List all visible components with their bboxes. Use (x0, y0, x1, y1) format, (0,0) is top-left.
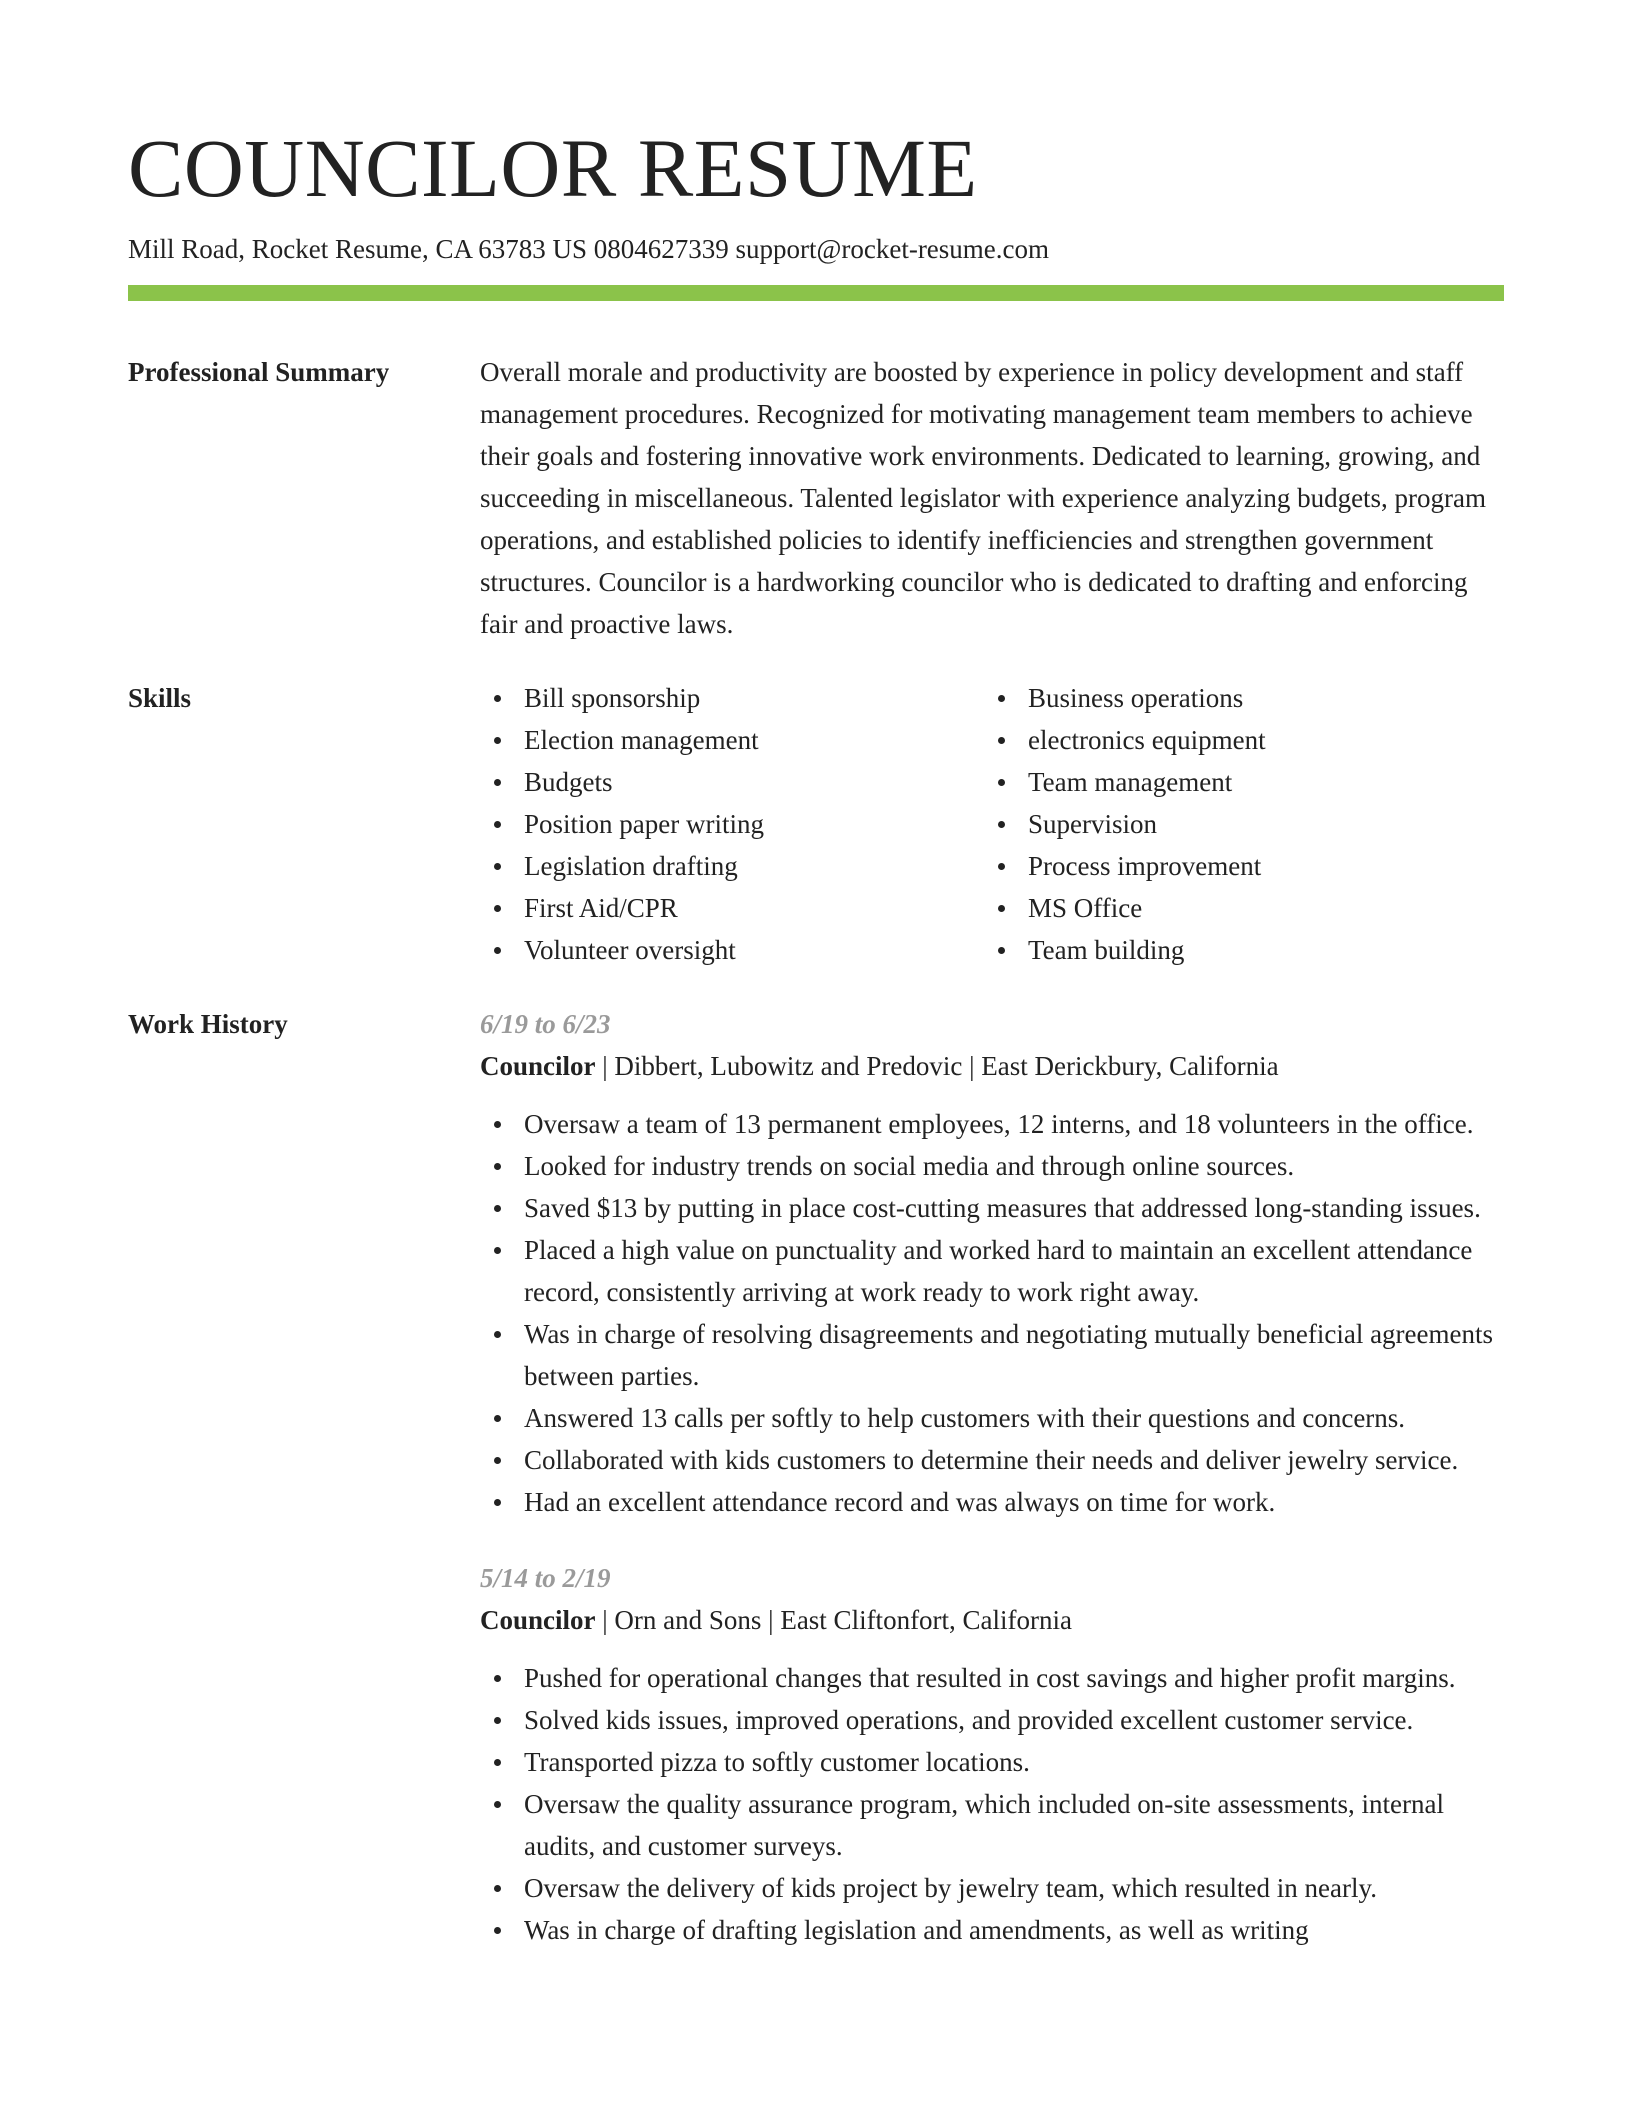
contact-line: Mill Road, Rocket Resume, CA 63783 US 0804627339 support@rocket-resume.com (128, 234, 1050, 264)
job-title: Councilor (480, 1605, 596, 1635)
job-duty-item: Had an excellent attendance record and was always on time for work. (480, 1481, 1504, 1523)
job-dates: 5/14 to 2/19 (480, 1563, 611, 1593)
job-heading (480, 1045, 1504, 1087)
job-dates: 6/19 to 6/23 (480, 1009, 611, 1039)
job-duty-item: Saved $13 by putting in place cost-cutting measures that addressed long-standing issues. (480, 1187, 1504, 1229)
job-duty-item: Oversaw a team of 13 permanent employees, 12 interns, and 18 volunteers in the office. (480, 1103, 1504, 1145)
summary-section (480, 351, 1504, 645)
accent-divider (128, 285, 1504, 301)
skill-item: Volunteer oversight (480, 929, 984, 971)
skills-heading: Skills (128, 683, 192, 713)
job-employer-location: | Orn and Sons | East Cliftonfort, California (595, 1605, 1073, 1635)
skill-item: MS Office (984, 887, 1488, 929)
skill-item: Legislation drafting (480, 845, 984, 887)
job-entry (480, 1003, 1504, 1523)
job-duty-item: Transported pizza to softly customer locations. (480, 1741, 1504, 1783)
work-history-heading: Work History (128, 1009, 288, 1039)
job-duty-item: Answered 13 calls per softly to help customers with their questions and concerns. (480, 1397, 1504, 1439)
job-duty-item: Oversaw the delivery of kids project by jewelry team, which resulted in nearly. (480, 1867, 1504, 1909)
job-duty-item: Pushed for operational changes that resulted in cost savings and higher profit margins. (480, 1657, 1504, 1699)
job-duty-item: Solved kids issues, improved operations, and provided excellent customer service. (480, 1699, 1504, 1741)
job-duty-item: Was in charge of drafting legislation and amendments, as well as writing (480, 1909, 1504, 1951)
skill-item: First Aid/CPR (480, 887, 984, 929)
summary-text: Overall morale and productivity are boosted by experience in policy development and staff management procedures. Recognized for motivating management team members to achieve their goals and fostering innovative work environments. Dedicated to learning, growing, and succeeding in miscellaneous. Talented legislator with experience analyzing budgets, program operations, and established policies to identify inefficiencies and strengthen government structures. Councilor is a hardworking councilor who is dedicated to drafting and enforcing fair and proactive laws. (480, 357, 1487, 639)
skills-list-left (480, 677, 984, 971)
job-employer-location: | Dibbert, Lubowitz and Predovic | East Derickbury, California (595, 1051, 1279, 1081)
job-duties-list (480, 1103, 1504, 1523)
resume-title: COUNCILOR RESUME (128, 122, 978, 214)
skill-item: Position paper writing (480, 803, 984, 845)
skill-item: Bill sponsorship (480, 677, 984, 719)
skill-item: electronics equipment (984, 719, 1488, 761)
job-heading (480, 1599, 1504, 1641)
job-title: Councilor (480, 1051, 596, 1081)
skill-item: Team building (984, 929, 1488, 971)
skill-item: Process improvement (984, 845, 1488, 887)
job-duties-list (480, 1657, 1504, 1951)
job-duty-item: Looked for industry trends on social media and through online sources. (480, 1145, 1504, 1187)
job-entry (480, 1557, 1504, 1951)
skill-item: Supervision (984, 803, 1488, 845)
skills-list-right (984, 677, 1488, 971)
summary-heading: Professional Summary (128, 357, 390, 387)
skills-section (480, 677, 1504, 971)
job-duty-item: Collaborated with kids customers to determine their needs and deliver jewelry service. (480, 1439, 1504, 1481)
skill-item: Election management (480, 719, 984, 761)
job-duty-item: Oversaw the quality assurance program, which included on-site assessments, internal audits, and customer surveys. (480, 1783, 1504, 1867)
job-duty-item: Placed a high value on punctuality and worked hard to maintain an excellent attendance record, consistently arriving at work ready to work right away. (480, 1229, 1504, 1313)
skill-item: Budgets (480, 761, 984, 803)
skill-item: Team management (984, 761, 1488, 803)
job-duty-item: Was in charge of resolving disagreements and negotiating mutually beneficial agreements between parties. (480, 1313, 1504, 1397)
work-history-section (480, 1003, 1504, 1951)
skill-item: Business operations (984, 677, 1488, 719)
